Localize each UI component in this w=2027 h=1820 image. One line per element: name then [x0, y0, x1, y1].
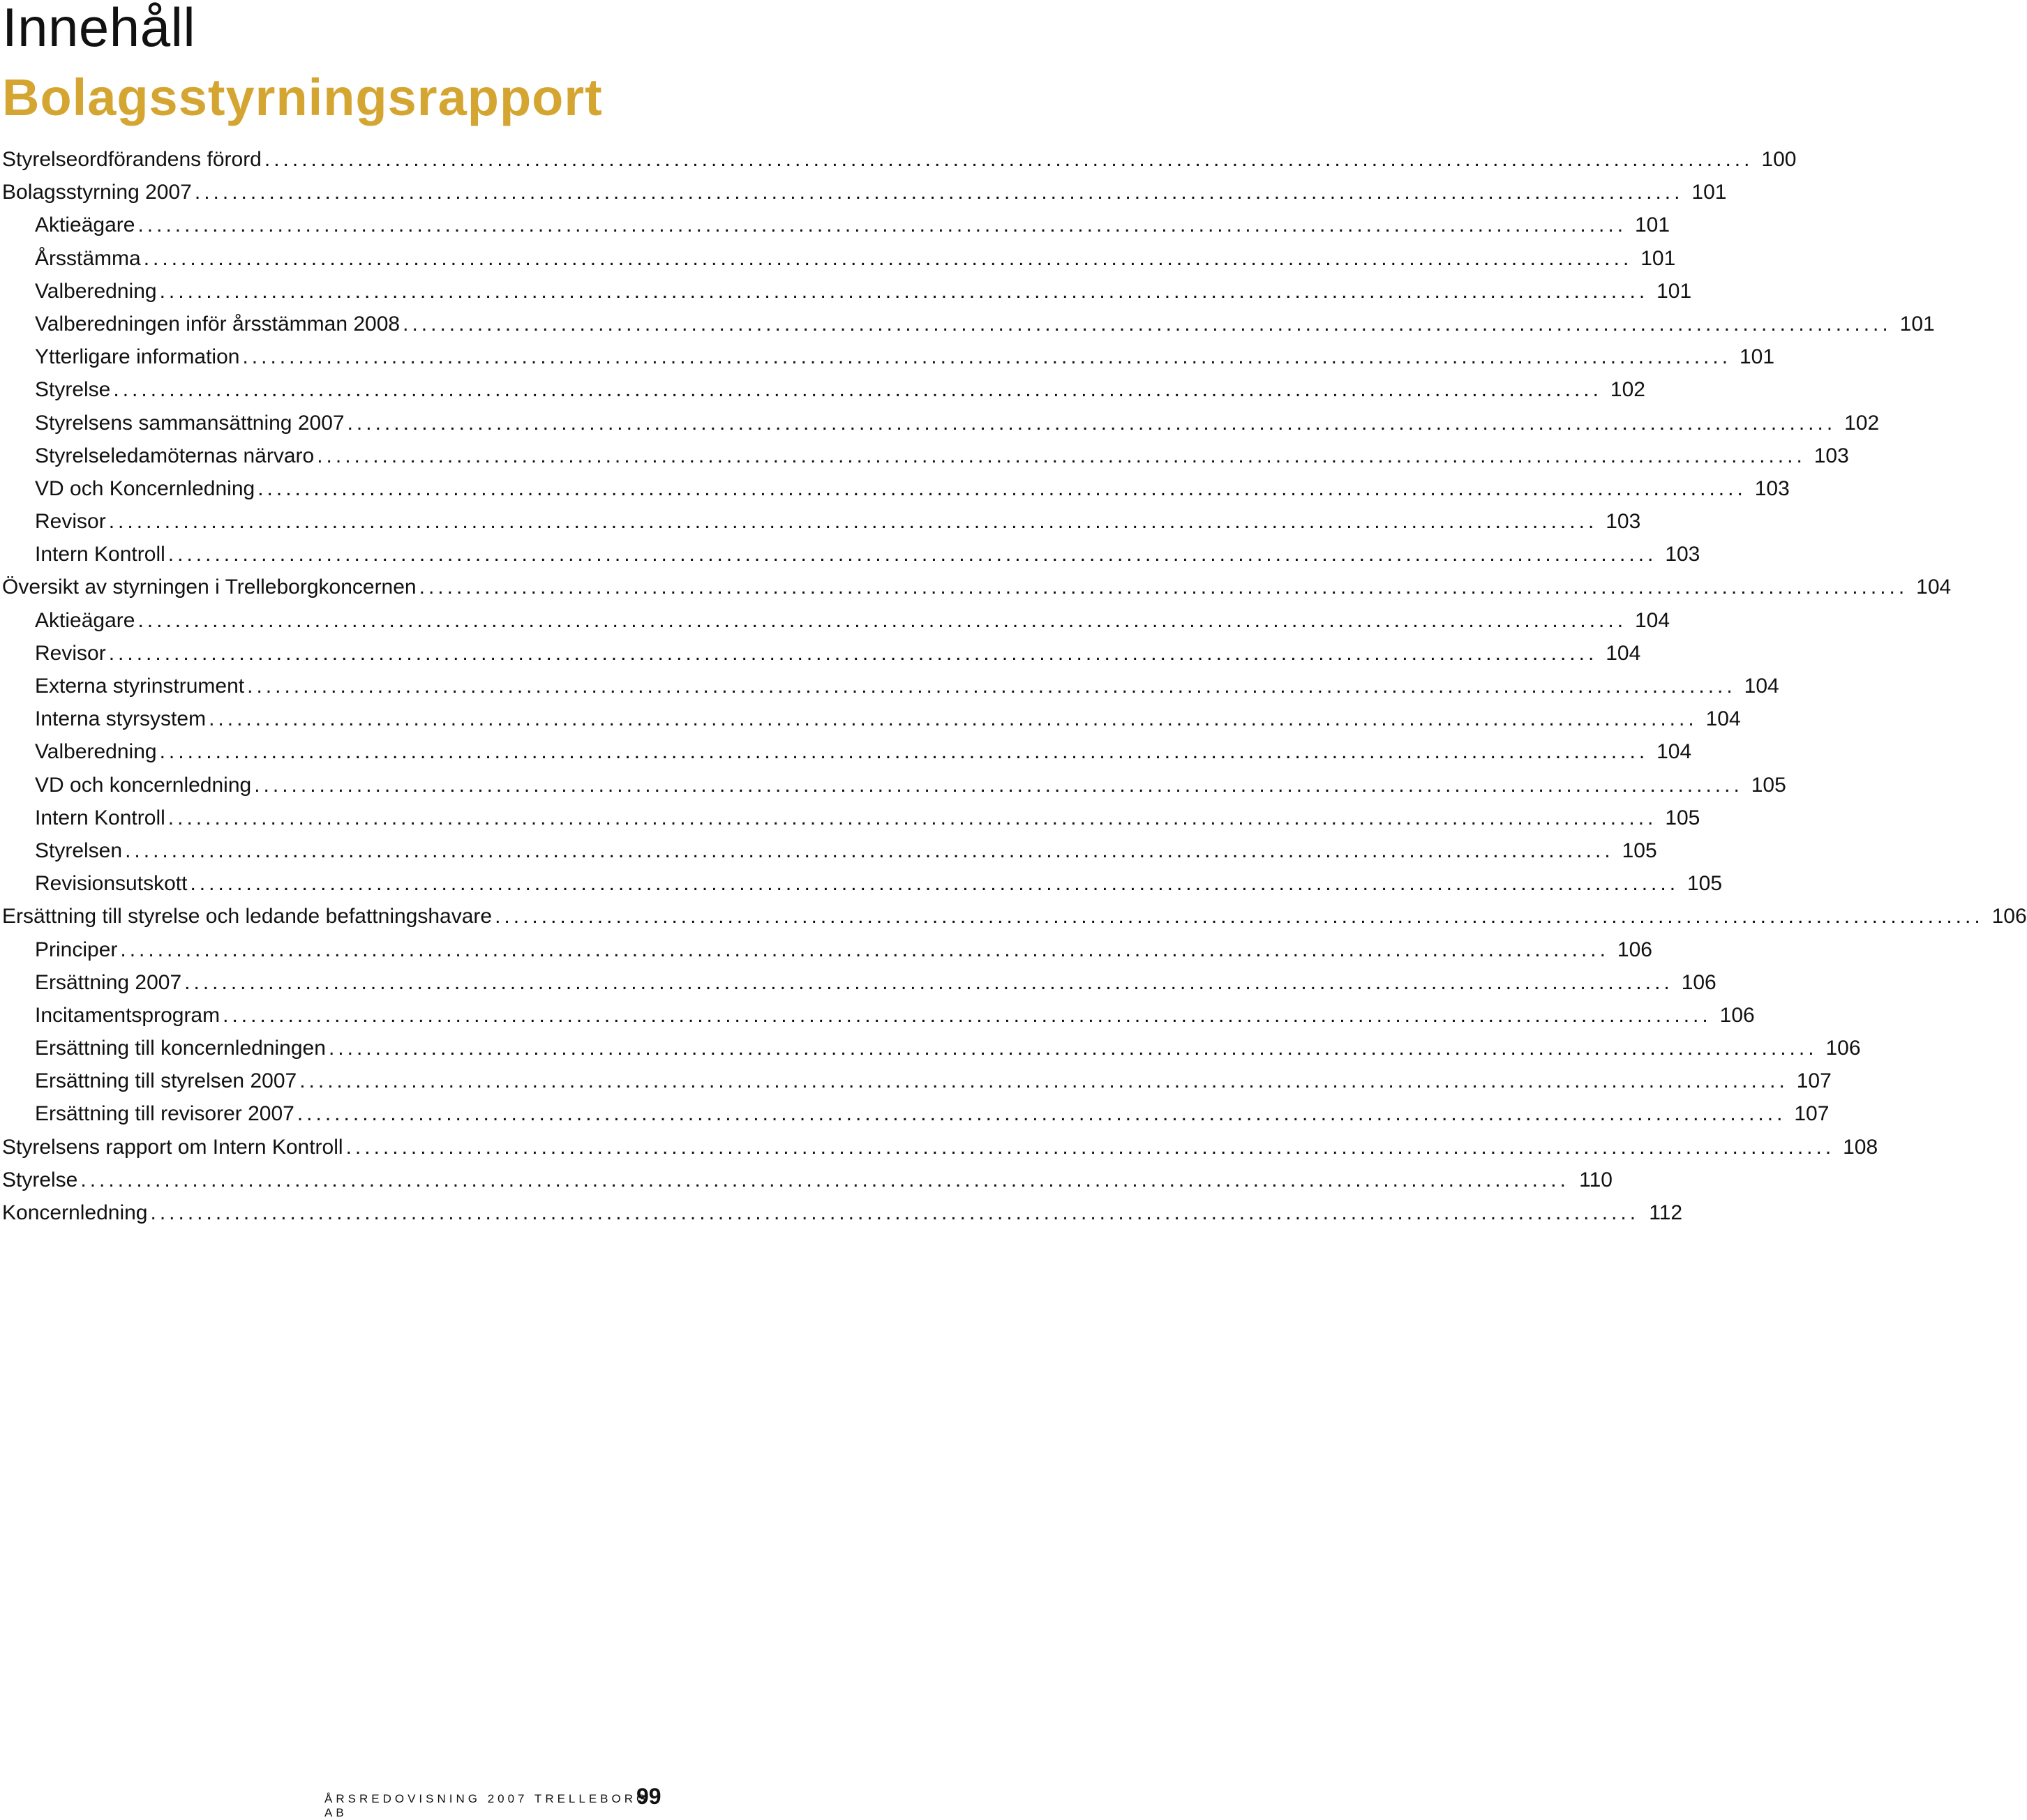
toc-dot-leader: ................................................................................................................................................................	[108, 641, 1598, 665]
toc-entry[interactable]	[2, 275, 1692, 308]
section-title: Bolagsstyrningsrapport	[2, 68, 603, 126]
table-of-contents	[2, 143, 2027, 1229]
toc-entry[interactable]	[2, 143, 1797, 176]
toc-dot-leader: ................................................................................................................................................................	[120, 938, 1609, 961]
toc-entry[interactable]	[2, 604, 1670, 637]
toc-entry-label: Styrelsen	[35, 838, 123, 862]
toc-entry-page: 101	[1740, 345, 1775, 369]
toc-entry-label: Koncernledning	[2, 1201, 148, 1224]
toc-entry[interactable]	[2, 637, 1641, 670]
toc-entry-page: 105	[1665, 806, 1700, 829]
toc-entry-label: Styrelsens rapport om Intern Kontroll	[2, 1135, 343, 1159]
toc-entry[interactable]	[2, 966, 1716, 999]
toc-entry-label: Ersättning 2007	[35, 970, 182, 994]
toc-entry-label: Interna styrsystem	[35, 707, 207, 731]
toc-dot-leader: ................................................................................................................................................................	[297, 1102, 1786, 1126]
toc-entry-page: 104	[1744, 675, 1779, 698]
toc-entry[interactable]	[2, 999, 1755, 1032]
toc-entry[interactable]	[2, 1164, 1613, 1196]
toc-dot-leader: ................................................................................................................................................................	[184, 970, 1673, 994]
toc-entry-label: Externa styrinstrument	[35, 675, 245, 698]
toc-entry[interactable]	[2, 1196, 1683, 1229]
toc-entry-page: 101	[1691, 181, 1727, 204]
toc-dot-leader: ................................................................................................................................................................	[113, 378, 1602, 402]
toc-entry-label: Aktieägare	[35, 213, 135, 237]
page-title: Innehåll	[2, 0, 196, 58]
toc-dot-leader: ................................................................................................................................................................	[167, 806, 1657, 829]
toc-entry[interactable]	[2, 340, 1775, 373]
toc-entry-page: 105	[1622, 838, 1657, 862]
toc-entry-page: 104	[1634, 608, 1670, 632]
toc-entry-page: 104	[1916, 576, 1952, 599]
toc-dot-leader: ................................................................................................................................................................	[242, 345, 1732, 369]
toc-entry-page: 101	[1899, 312, 1935, 336]
toc-entry[interactable]	[2, 472, 1790, 505]
toc-dot-leader: ................................................................................................................................................................	[125, 838, 1614, 862]
toc-entry[interactable]	[2, 834, 1657, 867]
toc-entry-page: 104	[1606, 641, 1641, 665]
toc-entry-label: Styrelse	[35, 378, 111, 402]
toc-entry-page: 105	[1751, 773, 1786, 797]
toc-entry-label: Ersättning till koncernledningen	[35, 1037, 326, 1060]
toc-entry-label: Styrelseledamöternas närvaro	[35, 444, 315, 467]
toc-entry-label: Årsstämma	[35, 246, 141, 270]
toc-entry[interactable]	[2, 439, 1849, 472]
toc-entry-label: Intern Kontroll	[35, 806, 165, 829]
toc-dot-leader: ................................................................................................................................................................	[194, 181, 1684, 204]
toc-dot-leader: ................................................................................................................................................................	[80, 1168, 1569, 1191]
toc-entry-label: Ersättning till revisorer 2007	[35, 1102, 294, 1126]
toc-dot-leader: ................................................................................................................................................................	[317, 444, 1806, 467]
toc-entry-page: 105	[1686, 872, 1723, 896]
toc-entry-label: Styrelse	[2, 1168, 78, 1191]
toc-dot-leader: ................................................................................................................................................................	[108, 510, 1598, 534]
toc-entry-page: 103	[1606, 510, 1641, 534]
toc-entry[interactable]	[2, 1097, 1830, 1130]
toc-entry[interactable]	[2, 407, 1880, 439]
footer-text: ÅRSREDOVISNING 2007 TRELLEBORG AB	[324, 1792, 650, 1819]
toc-entry-label: Revisor	[35, 510, 106, 534]
toc-entry-page: 106	[1991, 905, 2027, 928]
toc-entry[interactable]	[2, 1065, 1832, 1097]
toc-dot-leader: ................................................................................................................................................................	[159, 279, 1649, 303]
toc-entry[interactable]	[2, 209, 1670, 241]
toc-entry[interactable]	[2, 1032, 1861, 1065]
toc-dot-leader: ................................................................................................................................................................	[247, 675, 1736, 698]
toc-entry-label: Revisor	[35, 641, 106, 665]
toc-entry-label: Styrelseordförandens förord	[2, 148, 262, 171]
toc-entry-label: Revisionsutskott	[35, 872, 188, 896]
toc-dot-leader: ................................................................................................................................................................	[403, 312, 1892, 336]
toc-entry-page: 103	[1754, 476, 1790, 500]
toc-dot-leader: ................................................................................................................................................................	[190, 872, 1680, 896]
toc-entry-label: Incitamentsprogram	[35, 1003, 220, 1027]
toc-entry-page: 101	[1640, 246, 1676, 270]
toc-entry[interactable]	[2, 373, 1645, 406]
toc-entry[interactable]	[2, 1131, 1878, 1164]
toc-entry-label: Intern Kontroll	[35, 543, 165, 566]
toc-entry-page: 102	[1610, 378, 1645, 402]
toc-dot-leader: ................................................................................................................................................................	[159, 740, 1649, 764]
toc-dot-leader: ................................................................................................................................................................	[167, 543, 1657, 566]
toc-entry-page: 103	[1813, 444, 1849, 467]
toc-entry[interactable]	[2, 308, 1935, 340]
toc-entry[interactable]	[2, 933, 1652, 966]
toc-entry-page: 102	[1844, 411, 1880, 435]
toc-entry-label: Ytterligare information	[35, 345, 240, 369]
toc-entry-label: Översikt av styrningen i Trelleborgkoncernen	[2, 576, 417, 599]
toc-entry-label: Ersättning till styrelsen 2007	[35, 1069, 297, 1093]
toc-entry[interactable]	[2, 702, 1741, 735]
toc-entry-page: 104	[1705, 707, 1741, 731]
toc-entry-page: 112	[1649, 1201, 1683, 1224]
toc-entry[interactable]	[2, 867, 1723, 900]
toc-entry[interactable]	[2, 802, 1700, 834]
toc-entry[interactable]	[2, 769, 1786, 802]
toc-dot-leader: ................................................................................................................................................................	[419, 576, 1908, 599]
toc-entry[interactable]	[2, 505, 1641, 538]
toc-dot-leader: ................................................................................................................................................................	[143, 246, 1633, 270]
toc-entry-page: 101	[1634, 213, 1670, 237]
toc-entry-page: 108	[1843, 1135, 1878, 1159]
toc-entry-label: Valberedning	[35, 740, 157, 764]
toc-dot-leader: ................................................................................................................................................................	[264, 148, 1753, 171]
toc-entry-page: 100	[1761, 148, 1797, 171]
toc-dot-leader: ................................................................................................................................................................	[345, 1135, 1835, 1159]
toc-entry-label: Styrelsens sammansättning 2007	[35, 411, 345, 435]
toc-entry[interactable]	[2, 670, 1779, 702]
toc-entry-page: 106	[1681, 970, 1716, 994]
toc-dot-leader: ................................................................................................................................................................	[223, 1003, 1712, 1027]
toc-entry-page: 101	[1656, 279, 1692, 303]
toc-dot-leader: ................................................................................................................................................................	[299, 1069, 1788, 1093]
toc-entry-label: Valberedning	[35, 279, 157, 303]
toc-entry-page: 110	[1579, 1168, 1613, 1191]
toc-entry-page: 107	[1796, 1069, 1832, 1093]
toc-entry-page: 104	[1656, 740, 1692, 764]
toc-entry-label: VD och koncernledning	[35, 773, 252, 797]
toc-entry[interactable]	[2, 538, 1700, 571]
toc-dot-leader: ................................................................................................................................................................	[137, 213, 1627, 237]
toc-entry-label: Principer	[35, 938, 118, 961]
toc-entry-page: 106	[1617, 938, 1652, 961]
toc-dot-leader: ................................................................................................................................................................	[150, 1201, 1640, 1224]
toc-dot-leader: ................................................................................................................................................................	[495, 905, 1984, 928]
toc-dot-leader: ................................................................................................................................................................	[328, 1037, 1818, 1060]
page-number: 99	[636, 1784, 661, 1809]
toc-entry-page: 106	[1719, 1003, 1755, 1027]
toc-entry[interactable]	[2, 735, 1692, 768]
toc-dot-leader: ................................................................................................................................................................	[137, 608, 1627, 632]
toc-dot-leader: ................................................................................................................................................................	[347, 411, 1837, 435]
toc-entry-label: Ersättning till styrelse och ledande befattningshavare	[2, 905, 493, 928]
toc-entry-label: VD och Koncernledning	[35, 476, 255, 500]
toc-entry-label: Valberedningen inför årsstämman 2008	[35, 312, 401, 336]
toc-entry[interactable]	[2, 571, 1952, 603]
toc-entry[interactable]	[2, 176, 1727, 209]
toc-dot-leader: ................................................................................................................................................................	[254, 773, 1743, 797]
toc-entry[interactable]	[2, 242, 1676, 275]
toc-entry-label: Aktieägare	[35, 608, 135, 632]
toc-dot-leader: ................................................................................................................................................................	[257, 476, 1746, 500]
toc-dot-leader: ................................................................................................................................................................	[209, 707, 1698, 731]
toc-entry[interactable]	[2, 900, 2027, 933]
toc-entry-page: 106	[1825, 1037, 1861, 1060]
toc-entry-page: 107	[1794, 1102, 1830, 1126]
toc-entry-page: 103	[1665, 543, 1700, 566]
toc-entry-label: Bolagsstyrning 2007	[2, 181, 192, 204]
